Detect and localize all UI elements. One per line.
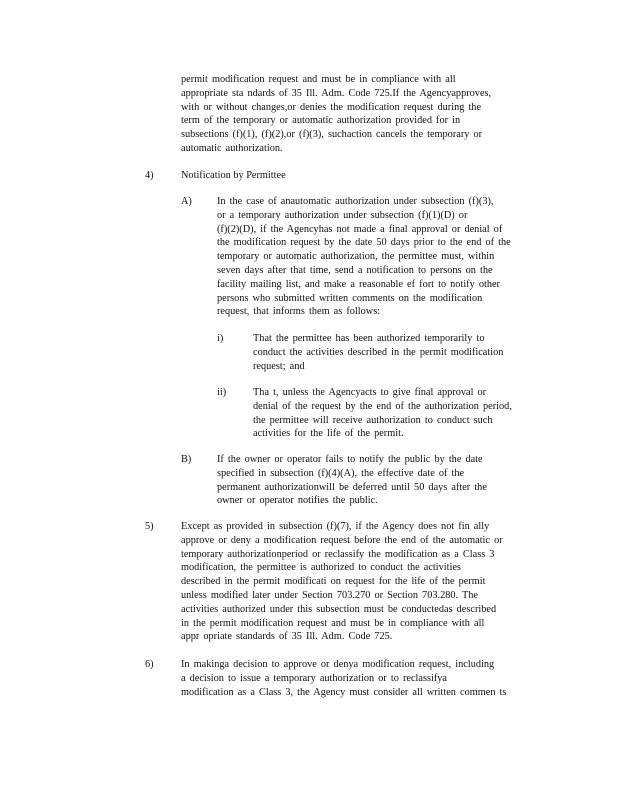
text-line: seven days after that time, send a notification to persons on the <box>217 264 493 276</box>
text-line: subsections (f)(1), (f)(2),or (f)(3), suchaction cancels the temporary or <box>181 129 483 141</box>
text-line: Tha t, unless the Agencyacts to give final approval or <box>253 387 487 398</box>
item-4Aii-label: ii) <box>217 387 227 398</box>
text-line: the permittee will receive authorization to conduct such <box>253 414 493 426</box>
text-line: specified in subsection (f)(4)(A), the effective date of the <box>217 467 465 479</box>
text-line: (f)(2)(D), if the Agencyhas not made a final approval or denial of <box>217 223 503 235</box>
item-4Ai-label: i) <box>217 333 224 344</box>
text-line: a decision to issue a temporary authorization or to reclassifya <box>181 672 447 684</box>
item-4B-paragraph <box>217 453 521 508</box>
text-line: with or without changes,or denies the modification request during the <box>181 101 482 113</box>
text-line: appr opriate standards of 35 Ill. Adm. Code 725. <box>181 631 393 643</box>
text-line: modification, the permittee is authorized to conduct the activities <box>181 562 461 574</box>
item-4A-label: A) <box>181 196 192 207</box>
text-line: temporary authorizationperiod or reclassify the modification as a Class 3 <box>181 548 495 560</box>
text-line: That the permittee has been authorized temporarily to <box>253 333 485 344</box>
item-4B-label: B) <box>181 454 192 465</box>
text-line: in the permit modification request and must be in compliance with all <box>181 617 485 629</box>
item-4Aii-paragraph <box>253 386 533 441</box>
item-4A-paragraph <box>217 195 537 319</box>
text-line: owner or operator notifies the public. <box>217 495 378 507</box>
text-line: term of the temporary or automatic authorization provided for in <box>181 115 461 127</box>
text-line: activities for the life of the permit. <box>253 428 404 440</box>
text-line: modification as a Class 3, the Agency must consider all written commen ts <box>181 686 507 698</box>
text-line: request, that informs them as follows: <box>217 306 381 318</box>
text-line: unless modified later under Section 703.270 or Section 703.280. The <box>181 589 478 601</box>
text-line: or a temporary authorization under subsection (f)(1)(D) or <box>217 209 468 221</box>
item-5-label: 5) <box>145 521 154 532</box>
text-line: described in the permit modificati on request for the life of the permit <box>181 576 486 588</box>
text-line: the modification request by the date 50 days prior to the end of the <box>217 237 511 249</box>
item-6-paragraph <box>181 658 541 699</box>
item-4Ai-paragraph <box>253 332 525 373</box>
text-line: facility mailing list, and make a reasonable ef fort to notify other <box>217 278 500 290</box>
text-line: permanent authorizationwill be deferred until 50 days after the <box>217 481 487 493</box>
item-5-paragraph <box>181 520 535 644</box>
text-line: automatic authorization. <box>181 142 283 154</box>
text-line: persons who submitted written comments on the modification <box>217 292 483 304</box>
text-line: temporary or automatic authorization, the permittee must, within <box>217 251 495 263</box>
text-line: If the owner or operator fails to notify the public by the date <box>217 454 483 465</box>
text-line: activities authorized under this subsection must be conductedas described <box>181 603 497 615</box>
text-line: denial of the request by the end of the authorization period, <box>253 400 512 412</box>
intro-paragraph <box>181 73 525 156</box>
text-line: permit modification request and must be in compliance with all <box>181 74 456 85</box>
text-line: Except as provided in subsection (f)(7), if the Agency does not fin ally <box>181 521 490 532</box>
text-line: conduct the activities described in the permit modification <box>253 346 504 358</box>
item-4-label: 4) <box>145 170 154 181</box>
text-line: In the case of anautomatic authorization under subsection (f)(3), <box>217 196 494 207</box>
text-line: appropriate sta ndards of 35 Ill. Adm. Code 725.If the Agencyapproves, <box>181 87 492 99</box>
item-6-label: 6) <box>145 659 154 670</box>
text-line: approve or deny a modification request before the end of the automatic or <box>181 534 503 546</box>
text-line: request; and <box>253 360 305 372</box>
text-line: In makinga decision to approve or denya modification request, including <box>181 659 495 670</box>
item-4-heading: Notification by Permittee <box>181 170 286 181</box>
